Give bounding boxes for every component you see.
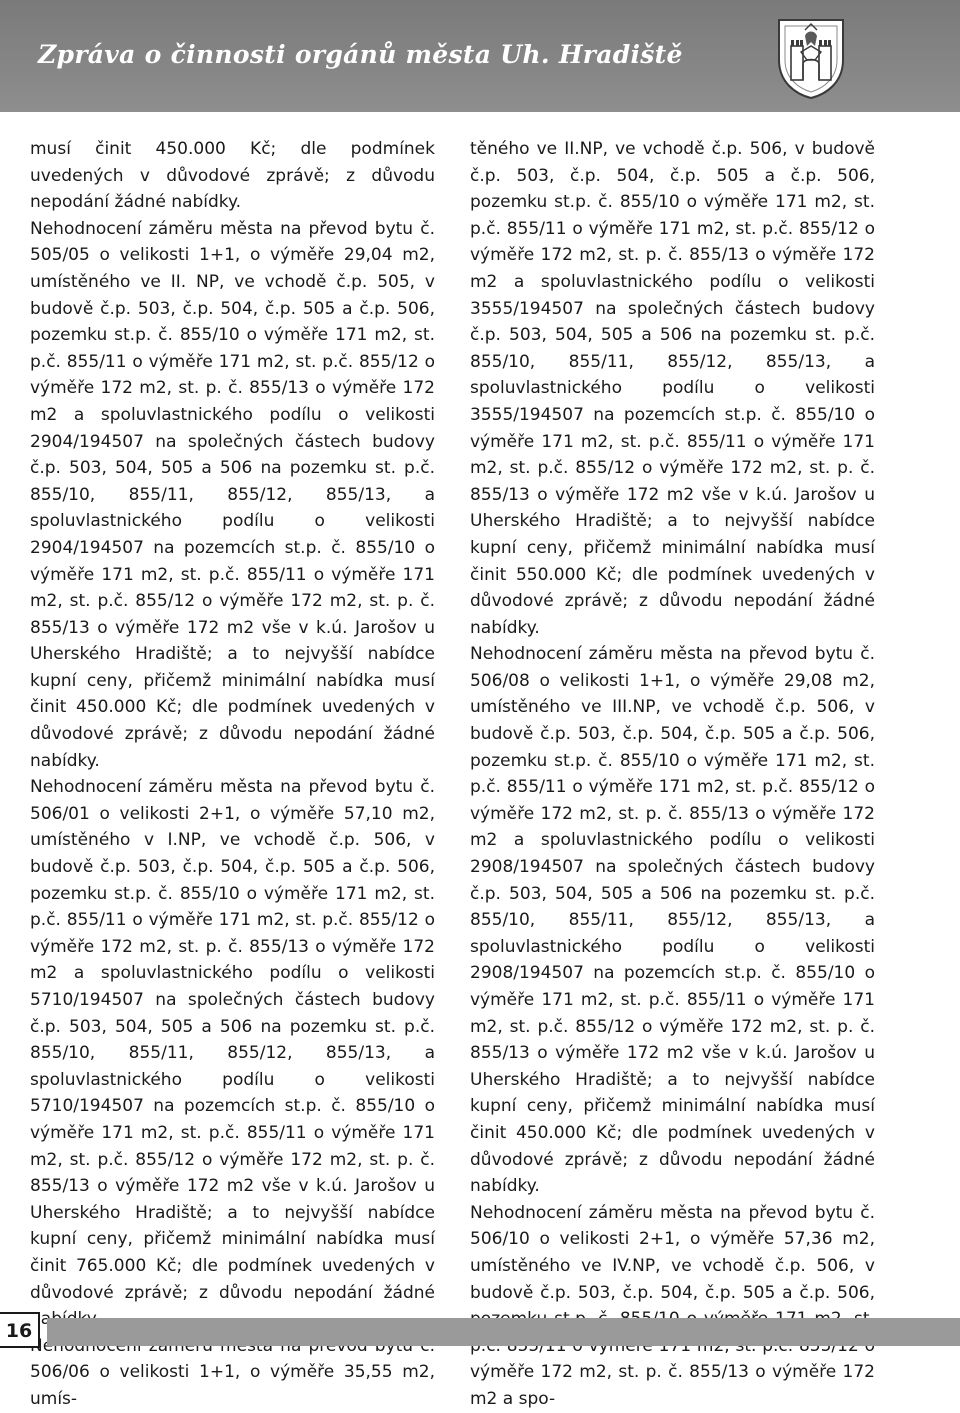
city-coat-of-arms-icon [775, 16, 847, 100]
header-title: Zpráva o činnosti orgánů města Uh. Hradiště [38, 40, 683, 69]
page-header [0, 0, 960, 112]
right-column [470, 136, 875, 1413]
paragraph: musí činit 450.000 Kč; dle podmínek uvedených v důvodové zprávě; z důvodu nepodání žádné nabídky. [30, 139, 435, 213]
footer-bar [47, 1318, 960, 1346]
paragraph: Nehodnocení záměru města na převod bytu č. 506/01 o velikosti 2+1, o výměře 57,10 m2, umístěného v I.NP, ve vchodě č.p. 506, v budově č.p. 503, č.p. 504, č.p. 505 a č.p. 506, pozemku st.p. č. 855/10 o výměře 171 m2, st. p.č. 855/11 o výměře 171 m2, st. p.č. 855/12 o výměře 172 m2, st. p. č. 855/13 o výměře 172 m2 a spoluvlastnického podílu o velikosti 5710/194507 na společných částech budovy č.p. 503, 504, 505 a 506 na pozemku st. p.č. 855/10, 855/11, 855/12, 855/13, a spoluvlastnického podílu o velikosti 5710/194507 na pozemcích st.p. č. 855/10 o výměře 171 m2, st. p.č. 855/11 o výměře 171 m2, st. p.č. 855/12 o výměře 172 m2, st. p. č. 855/13 o výměře 172 m2 vše v k.ú. Jarošov u Uherského Hradiště; a to nejvyšší nabídce kupní ceny, přičemž minimální nabídka musí činit 765.000 Kč; dle podmínek uvedených v důvodové zprávě; z důvodu nepodání žádné [30, 777, 435, 1303]
page-number: 16 [5, 1320, 33, 1342]
left-column [30, 136, 435, 1413]
paragraph: 506/06 o velikosti 1+1, o výměře 35,55 m2, umís- [30, 1362, 435, 1409]
paragraph: Nehodnocení záměru města na převod bytu č. 506/08 o velikosti 1+1, o výměře 29,08 m2, umístěného ve III.NP, ve vchodě č.p. 506, v budově č.p. 503, č.p. 504, č.p. 505 a č.p. 506, pozemku st.p. č. 855/10 o výměře 171 m2, st. p.č. 855/11 o výměře 171 m2, st. p.č. 855/12 o výměře 172 m2, st. p. č. 855/13 o výměře 172 m2 a spoluvlastnického podílu o velikosti 2908/194507 na společných částech budovy č.p. 503, 504, 505 a 506 na pozemku st. p.č. 855/10, 855/11, 855/12, 855/13, a spoluvlastnického podílu o velikosti 2908/194507 na pozemcích st.p. č. 855/10 o výměře 171 m2, st. p.č. 855/11 o výměře 171 m2, st. p.č. 855/12 o výměře 172 m2, st. p. č. 855/13 o výměře 172 m2 vše v k.ú. Jarošov u Uherského Hradiště; a to nejvyšší nabídce kupní ceny, přičemž minimální nabídka musí činit 450.000 Kč; dle podmínek uvedených v důvodové zprávě; z důvodu nepodání žádné nabídky. [470, 644, 875, 1197]
paragraph: Nehodnocení záměru města na převod bytu č. 505/05 o velikosti 1+1, o výměře 29,04 m2, umístěného ve II. NP, ve vchodě č.p. 505, v budově č.p. 503, č.p. 504, č.p. 505 a č.p. 506, pozemku st.p. č. 855/10 o výměře 171 m2, st. p.č. 855/11 o výměře 171 m2, st. p.č. 855/12 o výměře 172 m2, st. p. č. 855/13 o výměře 172 m2 a spoluvlastnického podílu o velikosti 2904/194507 na společných částech budovy č.p. 503, 504, 505 a 506 na pozemku st. p.č. 855/10, 855/11, 855/12, 855/13, a spoluvlastnického podílu o velikosti 2904/194507 na pozemcích st.p. č. 855/10 o výměře 171 m2, st. p.č. 855/11 o výměře 171 m2, st. p.č. 855/12 o výměře 172 m2, st. p. č. 855/13 o výměře 172 m2 vše v k.ú. Jarošov u Uherského Hradiště; a to nejvyšší nabídce kupní ceny, přičemž minimální nabídka musí činit 450.000 Kč; dle podmínek uvedených v důvodové zprávě; z důvodu nepodání žádné nabídky. [30, 218, 435, 771]
paragraph: Nehodnocení záměru města na převod bytu č. 506/10 o velikosti 2+1, o výměře 57,36 m2, umístěného ve IV.NP, ve vchodě č.p. 506, v budově č.p. 503, č.p. 504, č.p. 505 a č.p. 506, výměře 172 m2, st. p. č. 855/13 o výměře 172 m2 a spo- [470, 1202, 875, 1409]
paragraph: těného ve II.NP, ve vchodě č.p. 506, v budově č.p. 503, č.p. 504, č.p. 505 a č.p. 506, pozemku st.p. č. 855/10 o výměře 171 m2, st. p.č. 855/11 o výměře 171 m2, st. p.č. 855/12 o výměře 172 m2, st. p. č. 855/13 o výměře 172 m2 a spoluvlastnického podílu o velikosti 3555/194507 na společných částech budovy č.p. 503, 504, 505 a 506 na pozemku st. p.č. 855/10, 855/11, 855/12, 855/13, a spoluvlastnického podílu o velikosti 3555/194507 na pozemcích st.p. č. 855/10 o výměře 171 m2, st. p.č. 855/11 o výměře 171 m2, st. p.č. 855/12 o výměře 172 m2, st. p. č. 855/13 o výměře 172 m2 vše v k.ú. Jarošov u Uherského Hradiště; a to nejvyšší nabídce kupní ceny, přičemž minimální nabídka musí činit 550.000 Kč; dle podmínek uvedených v důvodové zprávě; z důvodu nepodání žádné nabídky. [470, 139, 875, 638]
